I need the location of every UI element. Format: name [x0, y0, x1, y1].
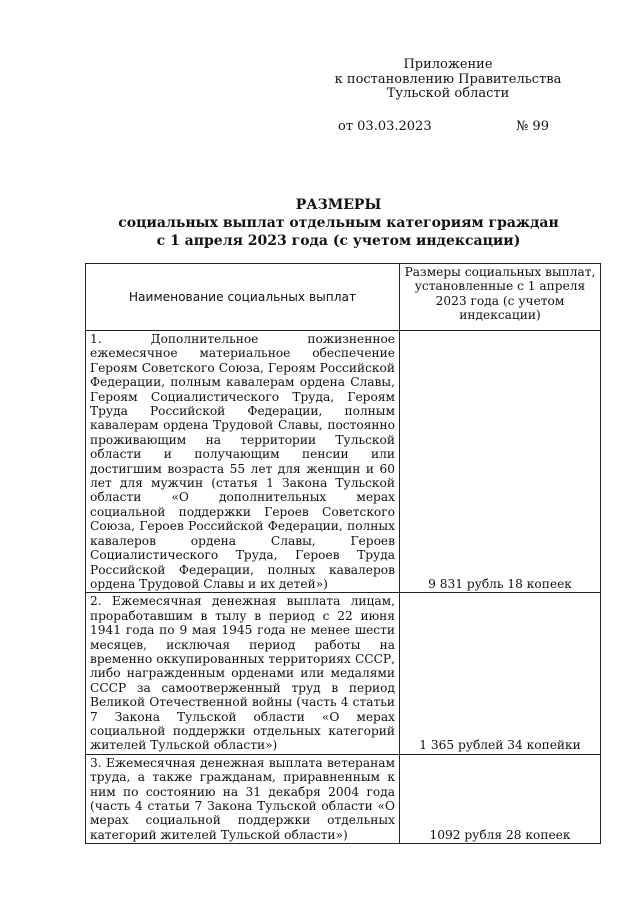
row-description: 1. Дополнительное пожизненное ежемесячное материальное обеспечение Героям Советского Союза, Героям Российской Федерации, полным кавалерам ордена Славы, Героям Социалистического Труда, Героям Труда Российской Федерации, полным кавалерам ордена Трудовой Славы, постоянно проживающим на территории Тульской области и получающим пенсии или достигшим возраста 55 лет для женщин и 60 лет для мужчин (статья 1 Закона Тульской области «О дополнительных мерах социальной поддержки Героев Советского Союза, Героев Российской Федерации, полных кавалеров ордена Славы, Героев Социалистического Труда, Героев Труда Российской Федерации, полных кавалеров ордена Трудовой Славы и их детей») [86, 331, 400, 593]
title-line-3: с 1 апреля 2023 года (с учетом индексации) [156, 233, 521, 249]
row-amount: 1 365 рублей 34 копейки [400, 593, 601, 754]
appendix-line-2: к постановлению Правительства [334, 71, 562, 87]
row-description: 2. Ежемесячная денежная выплата лицам, проработавшим в тылу в период с 22 июня 1941 года по 9 мая 1945 года не менее шести месяцев, исключая период работы на временно оккупированных территориях СССР, либо награжденным орденами или медалями СССР за самоотверженный труд в период Великой Отечественной войны (часть 4 статьи 7 Закона Тульской области «О мерах социальной поддержки отдельных категорий жителей Тульской области») [86, 593, 400, 754]
decree-number: № 99 [516, 119, 549, 134]
appendix-header [330, 58, 566, 102]
document-title [0, 196, 640, 250]
header-name-cell: Наименование социальных выплат [86, 264, 400, 331]
table-row [86, 331, 601, 593]
title-line-2: социальных выплат отдельным категориям граждан [118, 215, 559, 231]
payments-table [85, 263, 601, 844]
table-header-row [86, 264, 601, 331]
table-row [86, 754, 601, 843]
row-amount: 1092 рубля 28 копеек [400, 754, 601, 843]
appendix-line-3: Тульской области [386, 86, 510, 101]
header-amount-cell: Размеры социальных выплат, установленные с 1 апреля 2023 года (с учетом индексации) [400, 264, 601, 331]
row-amount: 9 831 рубль 18 копеек [400, 331, 601, 593]
decree-date: от 03.03.2023 [338, 119, 432, 134]
table-row [86, 593, 601, 754]
title-line-1: РАЗМЕРЫ [295, 197, 382, 213]
appendix-line-1: Приложение [403, 57, 493, 72]
row-description: 3. Ежемесячная денежная выплата ветеранам труда, а также гражданам, приравненным к ним по состоянию на 31 декабря 2004 года (часть 4 статьи 7 Закона Тульской области «О мерах социальной поддержки отдельных категорий жителей Тульской области») [86, 754, 400, 843]
